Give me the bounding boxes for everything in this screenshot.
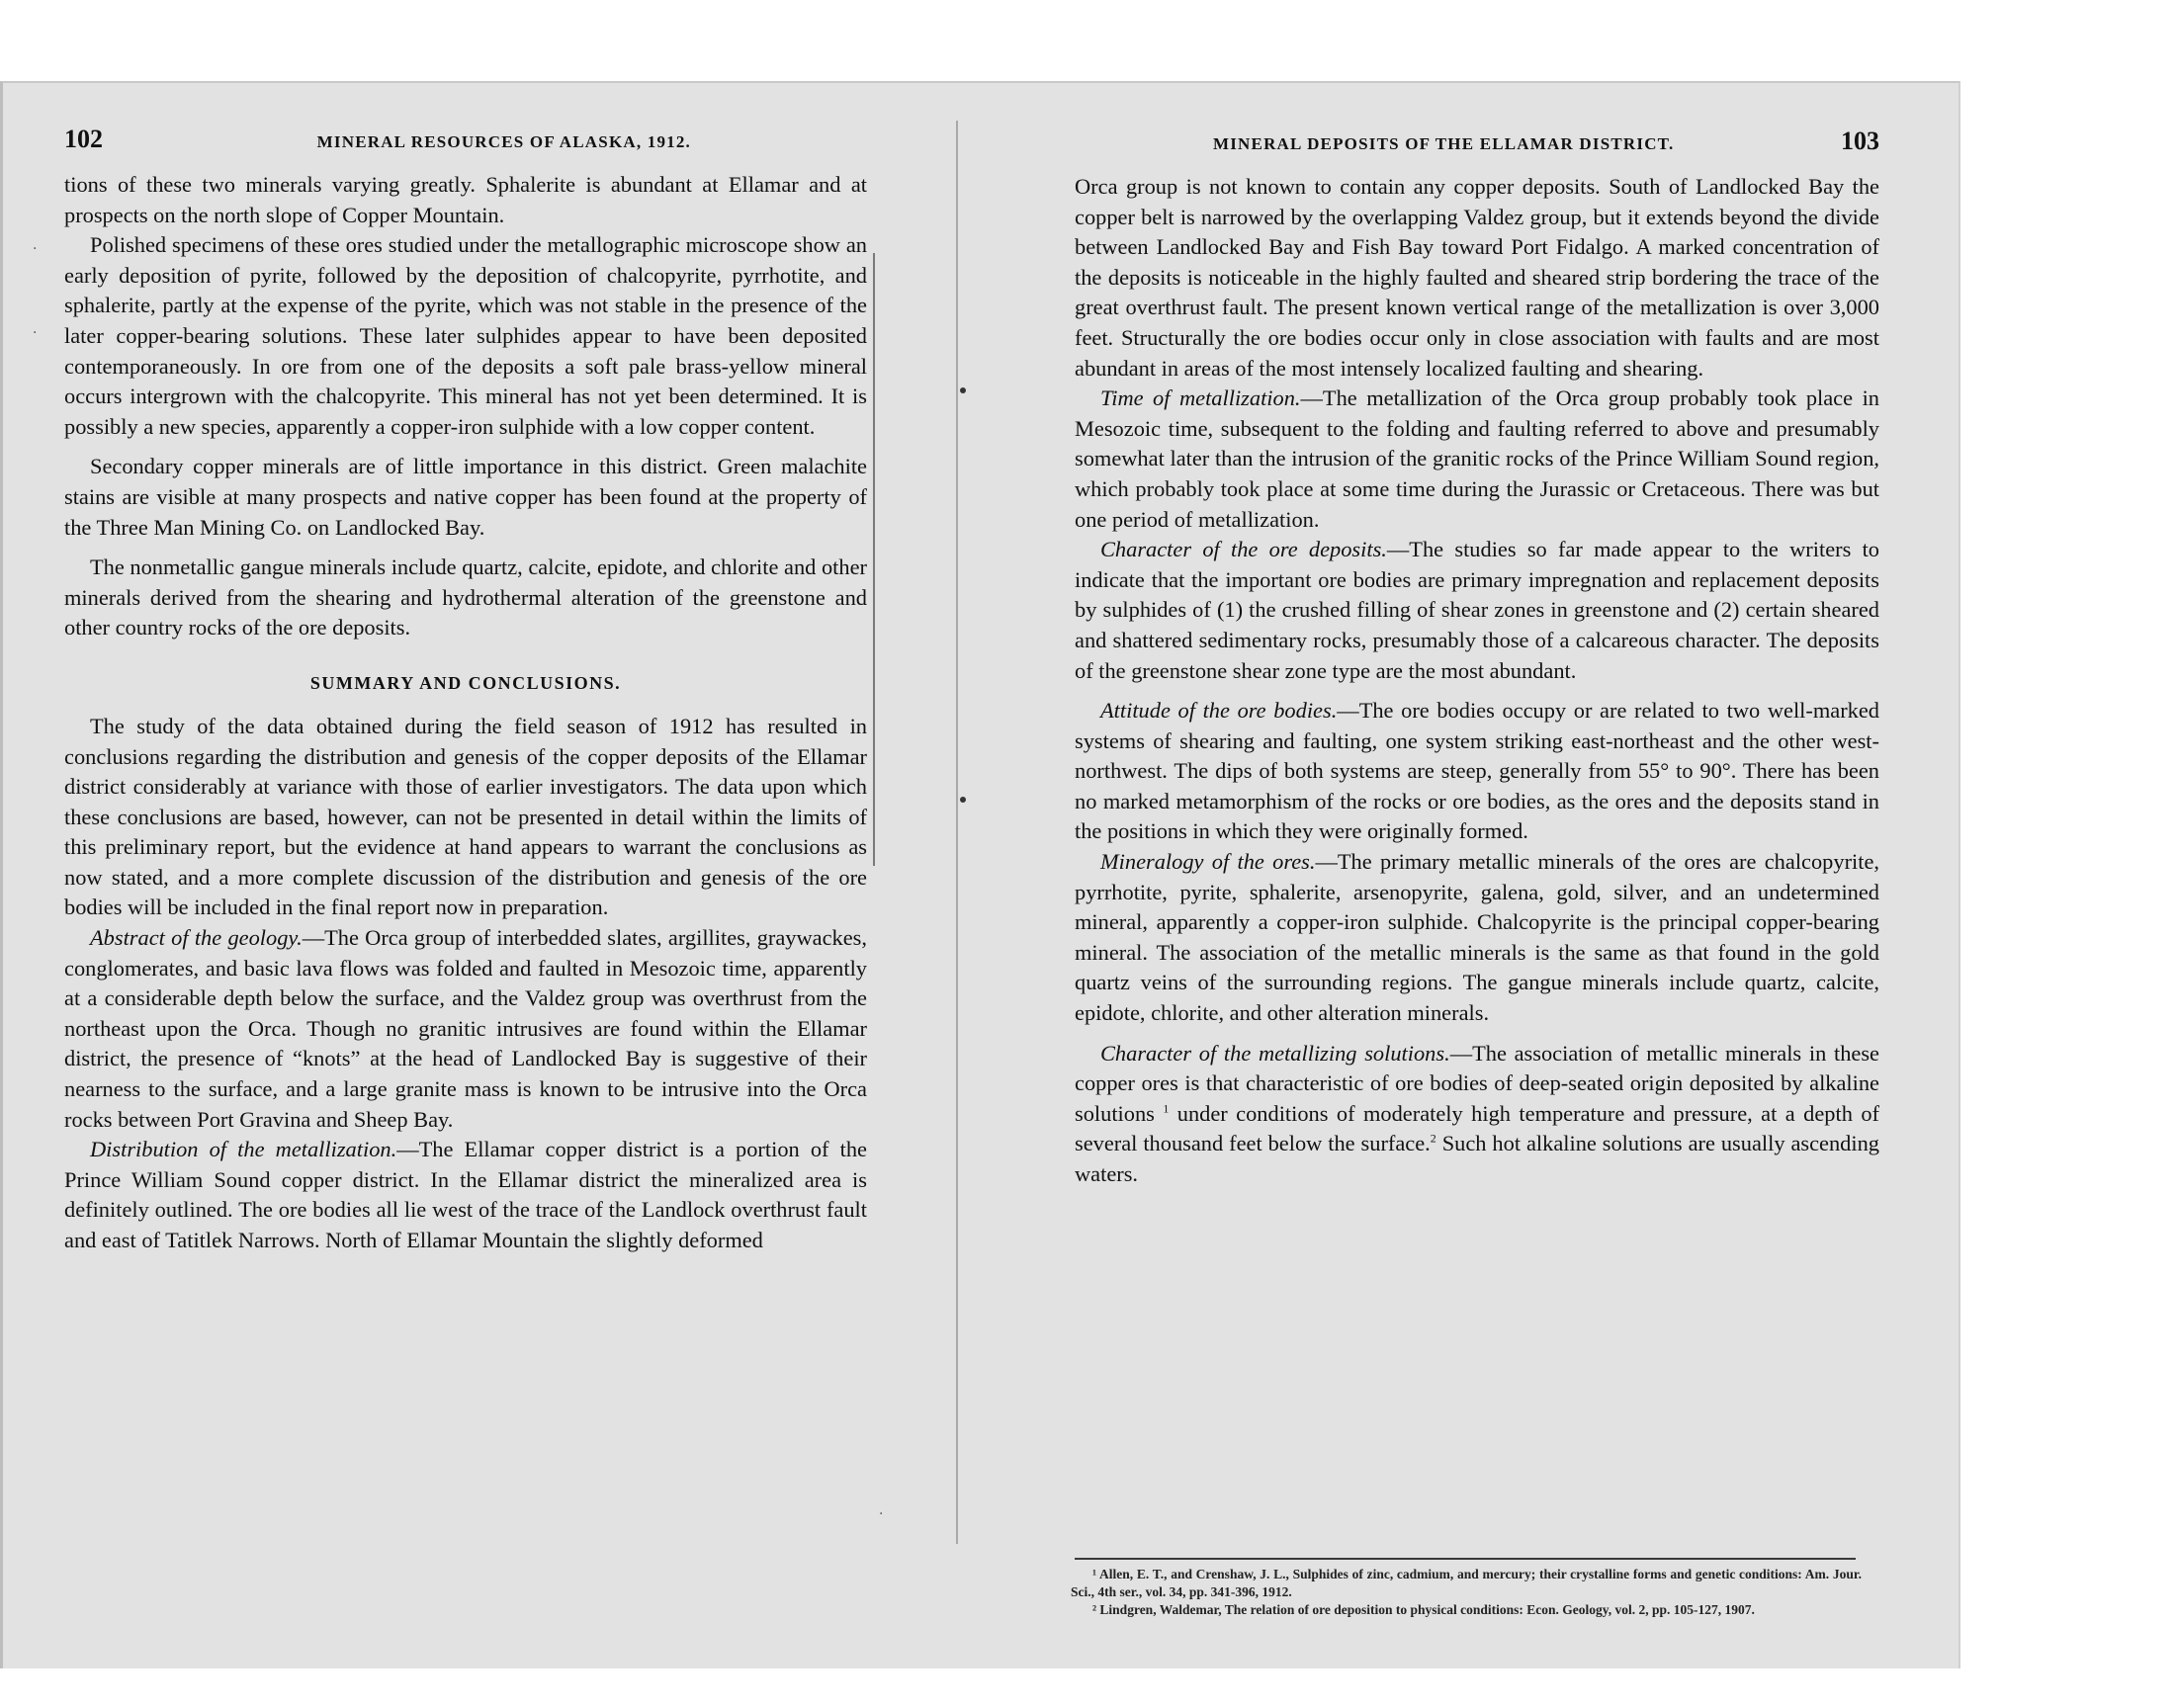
- left-running-head: [64, 125, 867, 158]
- paragraph: Polished specimens of these ores studied under the metallographic microscope show an early deposition of pyrite, followed by the deposition of chalcopyrite, pyrrhotite, and sphalerite, partly at the expense of the pyrite, which was not stable in the presence of the later copper-bearing solutions. These later sulphides appear to have been deposited contemporaneously. In ore from one of the deposits a soft pale brass-yellow mineral occurs intergrown with the chalcopyrite. This mineral has not yet been determined. It is possibly a new species, apparently a copper-iron sulphide with a low copper content.: [64, 232, 867, 439]
- paragraph: [64, 1135, 867, 1255]
- paragraph: The study of the data obtained during the field season of 1912 has resulted in conclusions regarding the distribution and genesis of the copper deposits of the Ellamar district considerably at variance with those of earlier investigators. The data upon which these conclusions are based, however, can not be presented in detail within the limits of this preliminary report, but the evidence at hand appears to warrant the conclusions as now stated, and a more complete discussion of the distribution and genesis of the ore bodies will be included in the final report now in preparation.: [64, 713, 867, 920]
- paragraph: Secondary copper minerals are of little importance in this district. Green malachite stains are visible at many prospects and native copper has been found at the property of the Three Man Mining Co. on Landlocked Bay.: [64, 454, 867, 540]
- margin-dot: [960, 387, 966, 393]
- paragraph: Orca group is not known to contain any copper deposits. South of Landlocked Bay the copper belt is narrowed by the overlapping Valdez group, but it extends beyond the divide between Landlocked Bay and Fish Bay toward Port Fidalgo. A marked concentration of the deposits is noticeable in the highly faulted and sheared strip bordering the trace of the great overthrust fault. The present known vertical range of the metallization is over 3,000 feet. Structurally the ore bodies occur only in close association with faults and are most abundant in areas of the most intensely localized faulting and shearing.: [1075, 174, 1879, 381]
- right-running-head: [1075, 127, 1879, 160]
- paragraph-text: —The studies so far made appear to the writers to indicate that the important ore bodies are primary impregnation and replacement deposits by sulphides of (1) the crushed filling of shear zones in greenstone and (2) certain sheared and shattered sedimentary rocks, presumably those of a calcareous character. The deposits of the greenstone shear zone type are the most abundant.: [1075, 537, 1879, 683]
- right-page-number: 103: [1841, 127, 1879, 155]
- footnote-rule: [1075, 1558, 1856, 1560]
- margin-bracket: [873, 253, 875, 866]
- paragraph-text: under conditions of moderately high temperature and pressure, at a depth of several thousand feet below the surface.: [1075, 1100, 1879, 1156]
- paragraph-text: Such hot alkaline solutions are usually ascending waters.: [1075, 1131, 1879, 1186]
- left-page-number: 102: [64, 125, 103, 153]
- paragraph: [64, 923, 867, 1135]
- scanned-sheet: [0, 81, 1960, 1668]
- paragraph: tions of these two minerals varying greatly. Sphalerite is abundant at Ellamar and at prospects on the north slope of Copper Mountain.: [64, 172, 867, 227]
- paragraph: [1075, 1039, 1879, 1190]
- left-page: [64, 125, 867, 1256]
- footnote: ¹ Allen, E. T., and Crenshaw, J. L., Sulphides of zinc, cadmium, and mercury; their crystalline forms and genetic conditions: Am. Jour. Sci., 4th ser., vol. 34, pp. 341-396, 1912.: [1071, 1567, 1862, 1599]
- paragraph-text: —The primary metallic minerals of the ores are chalcopyrite, pyrrhotite, pyrite, sphalerite, arsenopyrite, galena, gold, silver, and an undetermined mineral, apparently a copper-iron sulphide. Chalcopyrite is the principal copper-bearing mineral. The association of the metallic minerals is the same as that found in the gold quartz veins of the surrounding regions. The gangue minerals include quartz, calcite, epidote, chlorite, and other alteration minerals.: [1075, 849, 1879, 1026]
- runin-heading: Character of the ore deposits.: [1100, 537, 1387, 562]
- margin-dot: [960, 797, 966, 803]
- paragraph-text: —The metallization of the Orca group probably took place in Mesozoic time, subsequent to the folding and faulting referred to above and presumably somewhat later than the intrusion of the granitic rocks of the Prince William Sound region, which probably took place at some time during the Jurassic or Cretaceous. There was but one period of metallization.: [1075, 385, 1879, 532]
- paragraph: [1075, 384, 1879, 535]
- footnote-ref[interactable]: 1: [1163, 1101, 1170, 1116]
- runin-heading: Abstract of the geology.: [90, 925, 303, 951]
- runin-heading: Mineralogy of the ores.: [1100, 849, 1316, 875]
- paragraph: [1075, 696, 1879, 847]
- footnotes: [1071, 1566, 1862, 1619]
- paragraph-text: —The Orca group of interbedded slates, argillites, graywackes, conglomerates, and basic lava flows was folded and faulted in Mesozoic time, apparently at a considerable depth below the surface, and the Valdez group was overthrust from the northeast upon the Orca. Though no granitic intrusives are found within the Ellamar district, the presence of “knots” at the head of Landlocked Bay is suggestive of their nearness to the surface, and a large granite mass is known to be intrusive into the Orca rocks between Port Gravina and Sheep Bay.: [64, 925, 867, 1132]
- margin-tick: ·: [33, 241, 38, 257]
- section-heading: SUMMARY AND CONCLUSIONS.: [309, 672, 622, 693]
- paragraph-text: —The Ellamar copper district is a portion of the Prince William Sound copper district. In the Ellamar district the mineralized area is definitely outlined. The ore bodies all lie west of the trace of the Landlock overthrust fault and east of Tatitlek Narrows. North of Ellamar Mountain the slightly deformed: [64, 1137, 867, 1252]
- paragraph-text: —The association of metallic minerals in these copper ores is that characteristic of ore bodies of deep-seated origin deposited by alkaline solutions: [1075, 1040, 1879, 1126]
- left-running-title: MINERAL RESOURCES OF ALASKA, 1912.: [316, 132, 691, 151]
- paragraph: [1075, 535, 1879, 686]
- right-page: [1075, 127, 1879, 1190]
- page-gutter: [956, 121, 958, 1544]
- runin-heading: Distribution of the metallization.: [90, 1137, 397, 1162]
- paragraph: [1075, 847, 1879, 1029]
- footnote: ² Lindgren, Waldemar, The relation of ore deposition to physical conditions: Econ. Geology, vol. 2, pp. 105-127, 1907.: [1092, 1602, 1755, 1617]
- margin-tick: ·: [879, 1506, 884, 1522]
- runin-heading: Character of the metallizing solutions.: [1100, 1040, 1450, 1066]
- runin-heading: Attitude of the ore bodies.: [1100, 698, 1338, 724]
- footnote-ref[interactable]: 2: [1430, 1131, 1436, 1146]
- right-running-title: MINERAL DEPOSITS OF THE ELLAMAR DISTRICT.: [1213, 134, 1675, 153]
- paragraph-text: —The ore bodies occupy or are related to two well-marked systems of shearing and faulting, one system striking east-northeast and the other west-northwest. The dips of both systems are steep, generally from 55° to 90°. There has been no marked metamorphism of the rocks or ore bodies, as the ores and the deposits stand in the positions in which they were originally formed.: [1075, 698, 1879, 844]
- margin-tick: ·: [33, 325, 38, 341]
- paragraph: The nonmetallic gangue minerals include quartz, calcite, epidote, and chlorite and other minerals derived from the shearing and hydrothermal alteration of the greenstone and other country rocks of the ore deposits.: [64, 555, 867, 640]
- runin-heading: Time of metallization.: [1100, 385, 1301, 411]
